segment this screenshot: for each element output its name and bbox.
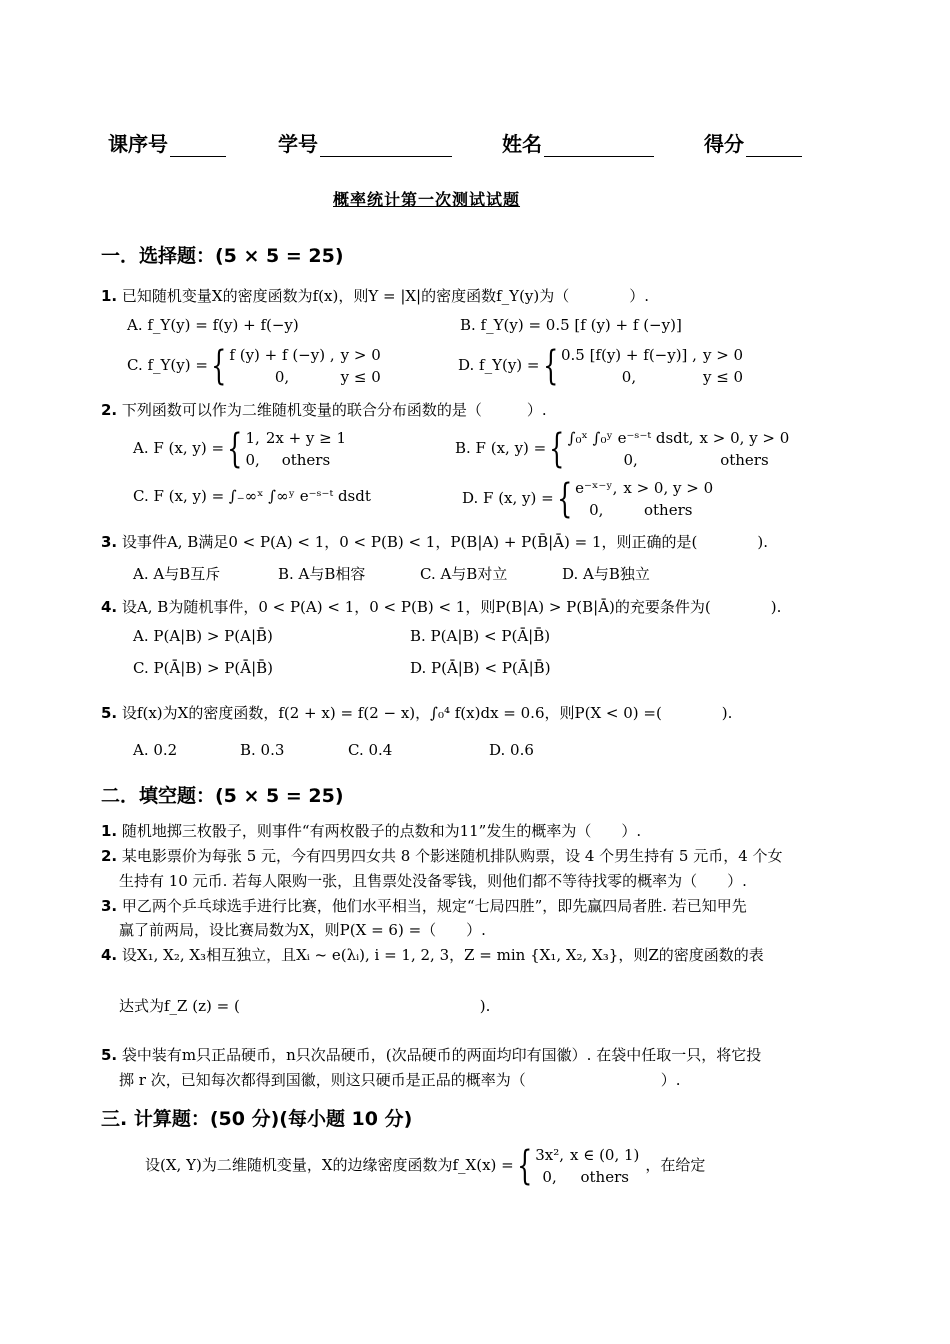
question-number: 5. [101,1046,118,1064]
case-condition: y ≤ 0 [340,368,381,386]
option-lead: D. F (x, y) = [462,489,554,507]
s2-question-2-cont: 生持有 10 元币. 若每人限购一张，且售票处没备零钱，则他们都不等待找零的概率为（ ）. [119,872,747,890]
case-condition: others [281,451,331,469]
case-condition: others [644,501,693,519]
s1-q5-option-a: A. 0.2 [133,741,178,759]
s3-problem-intro [145,1144,705,1188]
case-condition: x ∈ (0, 1) [569,1146,640,1164]
s1-q4-option-d: D. P(Ā|B) < P(Ā|B̄) [410,659,551,677]
name-label: 姓名 [502,132,542,156]
question-text: 甲乙两个乒乓球选手进行比赛，他们水平相当，规定“七局四胜”，即先赢四局者胜. 若已知甲先 [121,897,747,915]
case-value: 0, [542,1168,557,1186]
section-2-heading: 二．填空题：(5 × 5 = 25) [101,785,344,807]
question-text: 已知随机变量X的密度函数为f(x)，则Y = |X|的密度函数f_Y(y)为（ ）. [121,287,650,305]
s1-q2-option-d [462,477,719,521]
s1-q4-option-c: C. P(Ā|B) > P(Ā|B̄) [133,659,273,677]
s1-question-3 [101,531,768,552]
course-number-blank [170,138,226,157]
s1-q5-option-c: C. 0.4 [348,741,393,759]
case-condition: others [580,1168,629,1186]
question-number: 2. [101,401,118,419]
s1-q3-option-a: A. A与B互斥 [133,565,221,583]
case-condition: x > 0, y > 0 [623,479,714,497]
case-value: 0, [245,451,260,469]
s1-q4-option-a: A. P(A|B) > P(A|B̄) [133,627,273,645]
s1-q1-option-a: A. f_Y(y) = f(y) + f(−y) [127,316,299,334]
case-value: 0.5 [f(y) + f(−y)] , [560,346,697,364]
student-number-label: 学号 [278,132,318,156]
question-text: 设f(x)为X的密度函数，f(2 + x) = f(2 − x)，∫₀⁴ f(x)dx = 0.6，则P(X < 0) =( ). [121,704,733,722]
s1-question-4 [101,596,781,617]
case-condition: y > 0 [340,346,381,364]
option-lead: D. f_Y(y) = [458,356,540,374]
s1-q5-option-b: B. 0.3 [240,741,285,759]
case-value: 0, [589,501,604,519]
s1-q1-option-c [127,344,387,388]
option-lead: A. F (x, y) = [133,439,225,457]
left-brace: { [516,1143,533,1189]
s1-q5-option-d: D. 0.6 [489,741,534,759]
question-text: 下列函数可以作为二维随机变量的联合分布函数的是（ ）. [121,401,547,419]
option-lead: C. f_Y(y) = [127,356,208,374]
question-number: 4. [101,598,118,616]
s2-question-5 [101,1044,761,1065]
s2-question-5-cont: 掷 r 次，已知每次都得到国徽，则这只硬币是正品的概率为（ ）. [119,1071,681,1089]
question-text: 某电影票价为每张 5 元，今有四男四女共 8 个影迷随机排队购票，设 4 个男生持有 5 元币，4 个女 [121,847,783,865]
left-brace: { [542,343,558,389]
case-value: 0, [274,368,290,386]
s1-q1-option-d [458,344,749,388]
score-label: 得分 [704,132,744,156]
s1-q2-option-a [133,427,352,471]
case-value: f (y) + f (−y) , [229,346,335,364]
course-number-field [108,128,226,157]
student-number-field [278,128,452,157]
section-1-heading: 一．选择题：(5 × 5 = 25) [101,245,344,267]
question-text: 袋中装有m只正品硬币，n只次品硬币，(次品硬币的两面均印有国徽）. 在袋中任取一只，将它投 [121,1046,762,1064]
course-number-label: 课序号 [108,132,168,156]
case-value: e⁻ˣ⁻ʸ, [575,479,618,497]
s1-question-2 [101,399,547,420]
s1-q3-option-c: C. A与B对立 [420,565,508,583]
question-number: 4. [101,946,118,964]
question-text: 设A, B为随机事件，0 < P(A) < 1，0 < P(B) < 1，则P(B|A) > P(B|Ā)的充要条件为( ). [121,598,782,616]
question-number: 3. [101,533,118,551]
left-brace: { [549,426,565,472]
case-value: ∫₀ˣ ∫₀ʸ e⁻ˢ⁻ᵗ dsdt, [567,429,694,447]
question-number: 1. [101,822,118,840]
case-condition: others [720,451,769,469]
name-blank [544,138,654,157]
question-text: 设X₁, X₂, X₃相互独立，且Xᵢ ~ e(λᵢ), i = 1, 2, 3，Z = min {X₁, X₂, X₃}，则Z的密度函数的表 [121,946,764,964]
s1-q1-option-b: B. f_Y(y) = 0.5 [f (y) + f (−y)] [460,316,682,334]
s1-q2-option-c: C. F (x, y) = ∫₋∞ˣ ∫∞ʸ e⁻ˢ⁻ᵗ dsdt [133,487,371,505]
score-field [704,128,802,157]
left-brace: { [211,343,227,389]
s1-q3-option-b: B. A与B相容 [278,565,366,583]
s1-question-1 [101,285,649,306]
case-condition: y > 0 [702,346,744,364]
left-brace: { [227,426,243,472]
question-text: 设事件A, B满足0 < P(A) < 1，0 < P(B) < 1，P(B|A) + P(B̄|Ā) = 1，则正确的是( ). [121,533,768,551]
left-brace: { [556,476,573,522]
s1-q3-option-d: D. A与B独立 [562,565,650,583]
page-title: 概率统计第一次测试试题 [333,190,521,209]
intro-lead: 设(X, Y)为二维随机变量，X的边缘密度函数为f_X(x) = [145,1156,514,1174]
s2-question-2 [101,845,783,866]
s1-q4-option-b: B. P(A|B) < P(Ā|B̄) [410,627,551,645]
case-value: 0, [623,451,638,469]
section-3-heading: 三. 计算题：(50 分)(每小题 10 分) [101,1108,413,1130]
question-number: 2. [101,847,118,865]
s2-question-3 [101,895,747,916]
s1-question-5 [101,702,732,723]
question-number: 1. [101,287,118,305]
s2-question-4 [101,944,764,965]
question-number: 3. [101,897,118,915]
case-condition: y ≤ 0 [702,368,744,386]
intro-tail: ，在给定 [645,1156,706,1174]
option-lead: B. F (x, y) = [455,439,547,457]
case-condition: 2x + y ≥ 1 [265,429,347,447]
student-number-blank [320,138,452,157]
name-field [502,128,654,157]
question-number: 5. [101,704,118,722]
s2-question-3-cont: 赢了前两局，设比赛局数为X，则P(X = 6) =（ ）. [119,921,486,939]
s2-question-1 [101,820,641,841]
case-value: 3x², [535,1146,564,1164]
question-text: 随机地掷三枚骰子，则事件“有两枚骰子的点数和为11”发生的概率为（ ）. [121,822,642,840]
score-blank [746,138,802,157]
case-value: 1, [245,429,260,447]
s1-q2-option-b [455,427,795,471]
case-value: 0, [621,368,637,386]
case-condition: x > 0, y > 0 [699,429,790,447]
s2-question-4-cont: 达式为f_Z (z) = ( ). [119,997,491,1015]
